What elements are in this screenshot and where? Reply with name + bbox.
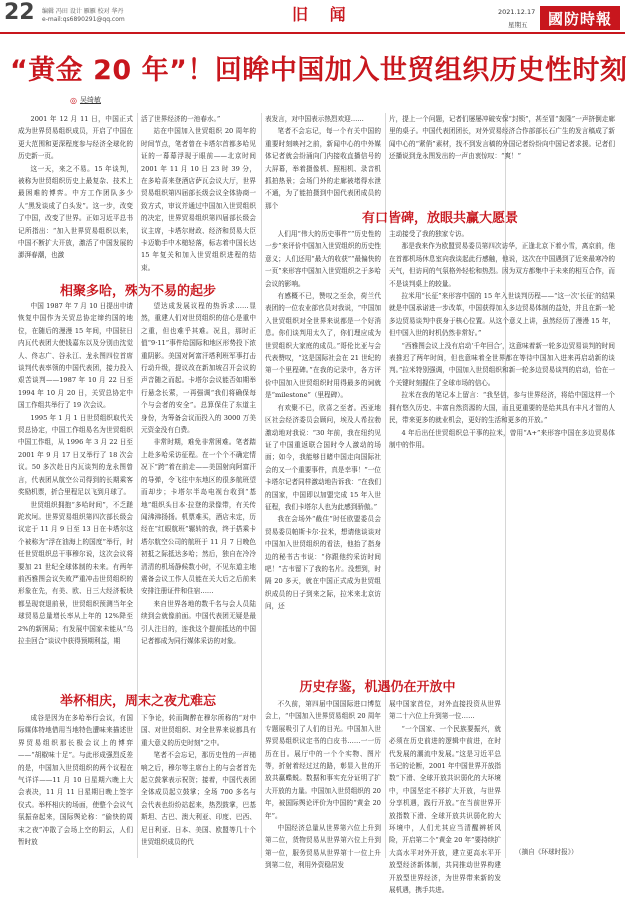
paragraph: “西雅图会议上没有启动‘千年回合’，这意味着新一轮多边贸易谈判的时间表推迟了两年时间，但也意味着全世界都在等待中国加入进来再启动新的谈判。”拉米特别强调，中国加入世贸组织和新一轮多边贸易谈判的启动，恰在一个关键时刻握住了全球市场的信心。 [389,341,615,387]
column-3-bottom [265,698,381,870]
newspaper-logo-text: 國防時報 [547,9,612,28]
paragraph: 1995 年 1 月 1 日世贸组织取代关贸总协定，中国工作组易名为世贸组织中国工作组，从 1996 年 3 月 22 日至 2001 年 9 月 17 日又举行了 18 次会议。50 多次赴日内瓦谈判的龙永图曾言，代表团从航空公司得到的长期乘客奖励机票，折合里程足以飞到月球了。 [18,413,133,497]
paragraph: 片，提上一个问题，记者们屡屡冲破安保“封锁”，甚至冒“轰隆”一声挤倒走廊里的桌子。中国代表团团长，对外贸易经济合作部部长石广生的发言稿成了新闻中心的“紧俏”素材，找不到发言稿的外国记者纷纷向中国记者求援。记者们还播说到龙永图发出的一声由衷惊叹：“爽！” [389,115,615,161]
column-1-top [18,113,133,262]
section-heading-celebration: 举杯相庆，周末之夜尤难忘 [59,694,216,709]
column-3-top [265,113,381,212]
column-4-bottom [389,698,501,895]
section-heading-recognition: 有口皆碑，放眼共赢大愿景 [361,211,518,226]
paragraph: 表发言，对中国表示热烈欢迎…… [265,115,364,123]
paragraph: 下争论，转而陶醉在穆尔所称的“对中国、对世贸组织、对全世界来说都具有重大意义的历史时刻”之中。 [141,714,256,747]
paragraph: 这一天，来之不易。15 年谈判，被称为世贸组织历史上最复杂、技术上最困难的博弈。中方工作团队多少人“黑发谈成了白头发”。这一步，改变了中国，改变了世界。正如习近平总书记所指出：“加入世界贸易组织以来，中国不断扩大开放，激活了中国发展的澎湃春潮，也激 [18,164,133,260]
paragraph: 2001 年 12 月 11 日，中国正式成为世界贸易组织成员，开启了中国在更大范围和更深程度参与经济全球化的历史新一页。 [18,115,133,161]
column-divider [137,113,138,858]
paragraph: 中国经济总量从世界第六位上升到第二位，货物贸易从世界第六位上升到第一位，服务贸易从世界第十一位上升到第二位，利用外资稳居发 [265,824,381,870]
column-3-mid [265,228,381,671]
column-2-bottom [141,712,256,862]
paragraph: 活了世界经济的一池春水。” [141,115,221,123]
paragraph: 展中国家首位，对外直接投资从世界第二十六位上升到第一位…… [389,700,501,721]
byline-name: 吴绮敏 [79,96,101,104]
paragraph: 有感概不已，赞叹之至余，荷兰代表团的一位农业部官员对我说，“中国加入世贸组织对全世界来说都是一个好消息。你们谈判用太久了，你们理应成为世贸组织大家庭的成员。”哥伦比亚与会代表赞叹，“这是国际社会在 21 世纪的第一个里程碑。”在我的记录中，各方评价中国加入世贸组织时用得最多的词就是“milestone”（里程碑）。 [265,292,381,400]
paragraph: 非常时期，难免非常困难。笔者踏上赴多哈采访征程。在一个个不确定情况下“跨”着在前走——美国射向阿富汗的导弹，令飞往中东地区的很多航班望而却步；卡塔尔半岛电视台收到“基地”组织头目本·拉登的录像带，有关传闻沸沸扬扬。机票难买，酒店未定，历经在“红眼航班”辗转的我，终于搭乘卡塔尔航空公司的航班于 11 月 7 日晚色初抵之际抵达多哈；然后，独自在冷冷清清的机场静候数小时，不见东道主地震备会议工作人员能在关大后之后前来安排注册证件和住宿…… [141,438,256,596]
column-1-mid [18,300,133,680]
paragraph: 不久前，第四届中国国际进口博览会上，“中国加入世界贸易组织 20 周年专题展吸引了人们的目光。中国加入世界贸易组织议定书的白皮书……一一历历在目。展厅中的一个个实物、图片等，折射着经过过的路，彰显入世的开放共赢蝶蜕。数据和事实充分证明了扩大开放的力量。中国加入世贸组织的 20 年，被国际舆论评价为中国的“黄金 20 年”。 [265,700,381,820]
paragraph: 世贸组织拥抱“多哈时间”，不乏蹉跎坎坷。世界贸易组织第四次部长级会议定于 11 月 9 日至 13 日在卡塔尔这个被称为“浮在油海上的国度”举行，时任世贸组织总干事穆尔说，这次会议将要加 21 世纪全球体制的未来。有两年前西雅图会议失败严重冲击世贸组织的形象在先，有美、欧、日三大经济板块都呈现衰退前景，世贸组织预测当年全球贸易总量增长率从上年的 12%降至 2%的新困局；有发展中国家未能从“乌拉圭回合”谈议中获得预期利益，期 [18,500,133,645]
column-2-top [141,113,256,274]
paragraph: 4 年后出任世贸组织总干事的拉米，曾用“A+”来形容中国在多边贸易体制中的作用。 [389,428,615,449]
paragraph: 站在中国加入世贸组织 20 周年的时间节点，笔者曾在卡塔尔首都多哈见证的一幕幕浮现于眼前——北京时间 2001 年 11 月 10 日 23 时 39 分，在多哈喜来登酒店萨瓦会议大厅，世界贸易组织第四届部长级会议全体协商一致方式，审议并通过中国加入世贸组织的决定，世界贸易组织第四届部长级会议主席，卡塔尔财政、经济和贸易大臣卡迈勒手中木槌轻落，标志着中国长达 15 年复关和加入世贸组织进程的结束。 [141,127,256,272]
paragraph: 来自世界各地的数千名与会人员陆续到会就像前面。中国代表团无疑是最引人注目的，连我这个提前抵达的中国记者都成为同行媒体采访的对象。 [141,599,256,645]
source-note: （摘自《环球时报》） [515,848,578,856]
headline: “黄金 20 年”！回眸中国加入世贸组织历史性时刻 [10,55,627,86]
newspaper-logo [540,6,620,30]
paragraph: 中国 1987 年 7 月 10 日提出申请恢复中国作为关贸总协定缔约国的地位，在随后的漫漫 15 年间，中国驻日内瓦代表团大使钱嘉东以及分别由沈觉人、佟志广、谷永江、龙永图四位首席谈判代表率领的中国代表团，接力投入艰苦谈判——1987 年 10 月 22 日至 1994 年 10 月 20 日，关贸总协定中国工作组共举行了 19 次会议。 [18,302,133,410]
paragraph: 拉米在我的笔记本上留言：“我坚信，参与世界经济，将给中国这样一个拥有悠久历史、丰富自然资源的大国，而且更重要的是给其具有丰凡才智的人民，带来更多的就业机会，更好的生活和更多的开放。” [389,391,615,425]
page-number: 22 [4,0,35,25]
column-4-top [389,113,615,163]
paragraph: 拉米用“长征”来形容中国的 15 年入世谈判历程——“这一次‘长征’的结果就是中国承诺进一步改革，中国获得加入多边贸易体制的益处，并且在新一轮多边贸易谈判中获身于核心位置。从这个意义上讲，虽然经历了漫漫 15 年，但中国入世的时机仍然非常好。” [389,292,615,338]
header-rule [0,32,625,34]
column-4-mid [389,228,615,671]
issue-date: 2021.12.17 [498,8,536,16]
column-2-mid [141,300,256,680]
byline [70,95,101,105]
editor-email: e-mail:qs6890291@qq.com [42,16,125,23]
column-divider [261,113,262,858]
pen-icon: ◎ [70,95,77,105]
column-1-bottom [18,712,133,862]
section-heading-departure: 相聚多哈，殊为不易的起步 [59,284,216,299]
paragraph: 有欢聚不已，欣喜之至者。西亚地区社会经济委员会顾问，埃及人希拉勃激动地对我说：“30 年前，我在纽约见证了中国重返联合国时令人激动的场面；如今，我能够目睹中国走向国际社会的又一个重要事件，真是幸事！”一位卡塔尔记者同样激动地告诉我：“在我们的国家，中国即以加盟完成 15 年入世征程，我们卡塔尔人也为此感到骄傲。” [265,403,381,511]
paragraph: 那是我来作为欧盟贸易委员第四次访华，正逢北京下着小雪，离京前，他在首都机场休息室向我谈起此行感触，他说，这次在中国遇到了近来最寒冷的天气，但访问的气氛格外轻松和热烈。因为双方都集中于未来的相互合作，而不是谈判桌上的较量。 [389,242,615,288]
paragraph: 我在会场外“截住”时任欧盟委员会贸易委员帕斯卡尔·拉米，想请他谈谈对中国加入世贸组织的看法，他抬了指身边的秘书古韦说：“你跟他约采访时间吧！”古韦留下了我的名片。没想到，时隔 20 多天，就在中国正式成为世贸组织成员的日子到来之际，拉米来北京访问，还 [265,515,381,611]
paragraph: 笔者不会忘记，那历史性的一声槌响之后，穆尔等主席台上的与会者首先起立鼓掌表示祝贺；接着，中国代表团全体成员起立鼓掌；全场 700 多名与会代表也纷纷站起来，热烈鼓掌，巴基斯坦、古巴、澳大利亚、印度、巴西、尼日利亚、日本、美国、欧盟等几十个世贸组织成员的代 [141,751,256,847]
paragraph: 望达成发展议程的热诉求……显然，重建人们对世贸组织的信心是重中之重，但也难乎其难。况且，那时正值“9·11”事件给国际和地区形势投下浓重阴影。美国对阿富汗塔利班军事打击行动升级，提议改在新加坡召开会议的声音随之而起。卡塔尔会议能否如期举行悬念长萦，一再强调“我们将确保每个与会者的安全”。总算保住了东道主身份，为筹备会议而投入的 3000 万美元资金没有白费。 [141,302,256,435]
paragraph: 主动接受了我的独家专访。 [389,230,469,238]
editor-credits: 编辑 冯田 设计 雁雁 校对 华丹 [42,8,124,15]
paragraph: 成谷是因为在多哈举行会议，有国际媒体特地借用当地特色遭味来描述世界贸易组织那长极会议上的博弈——“胡椒味十足”。与此形成强烈反差的是，中国加入世贸组织的两个议程在气详详——11 月 10 日星期六晚上大会表决，11 月 11 日星期日晚上签字仪式。举杯相庆的场面，使整个会议气氛振奋起来，国际舆论称：“偷快的周末之夜”冲散了会场上空的阴云，人们暂时放 [18,714,133,847]
paragraph: 人们用“伟大的历史事件”“历史性的一步”来评价中国加入世贸组织的历史性意义；人们还用“最大的收获”“最偏快的一页”来形容中国加入世贸组织之于多哈会议的影响。 [265,230,381,288]
section-name: 旧 闻 [292,5,354,24]
issue-weekday: 星期五 [508,21,528,29]
paragraph: “一个国家、一个民族要振兴，就必须在历史前进的逻辑中前进，在时代发展的潮流中发展。”这是习近平总书记的论断，2001 年中国世界开放指数“下滑、全球开放共识弱化的大环境中，中国坚定不移扩大开放，与世界分享机遇，践行开放。”在当前世界开放指数下滑、全球开放共识弱化的大环境中，人们尤其应当清醒辨析风险，开启第二个“黄金 20 年”要持续扩大高水平对外开放，建立更高水平开放型经济新体制，共同推动世界构建开放型世界经济，为世界带来新的发展机遇，携手共进。 [389,724,501,895]
paragraph: 笔者不会忘记，每一个有关中国的重要时刻映衬之前，新闻中心的中外媒体记者就会纷涌向门内接收直播信号的大屏幕，举着摄像机、照相机、录音机抓拍热景；会场门外的走廊被堵得水泄不通，为了能拍摄到中国代表团成员的那个 [265,127,381,210]
section-heading-history: 历史存鉴，机遇仍在开放中 [299,680,456,695]
